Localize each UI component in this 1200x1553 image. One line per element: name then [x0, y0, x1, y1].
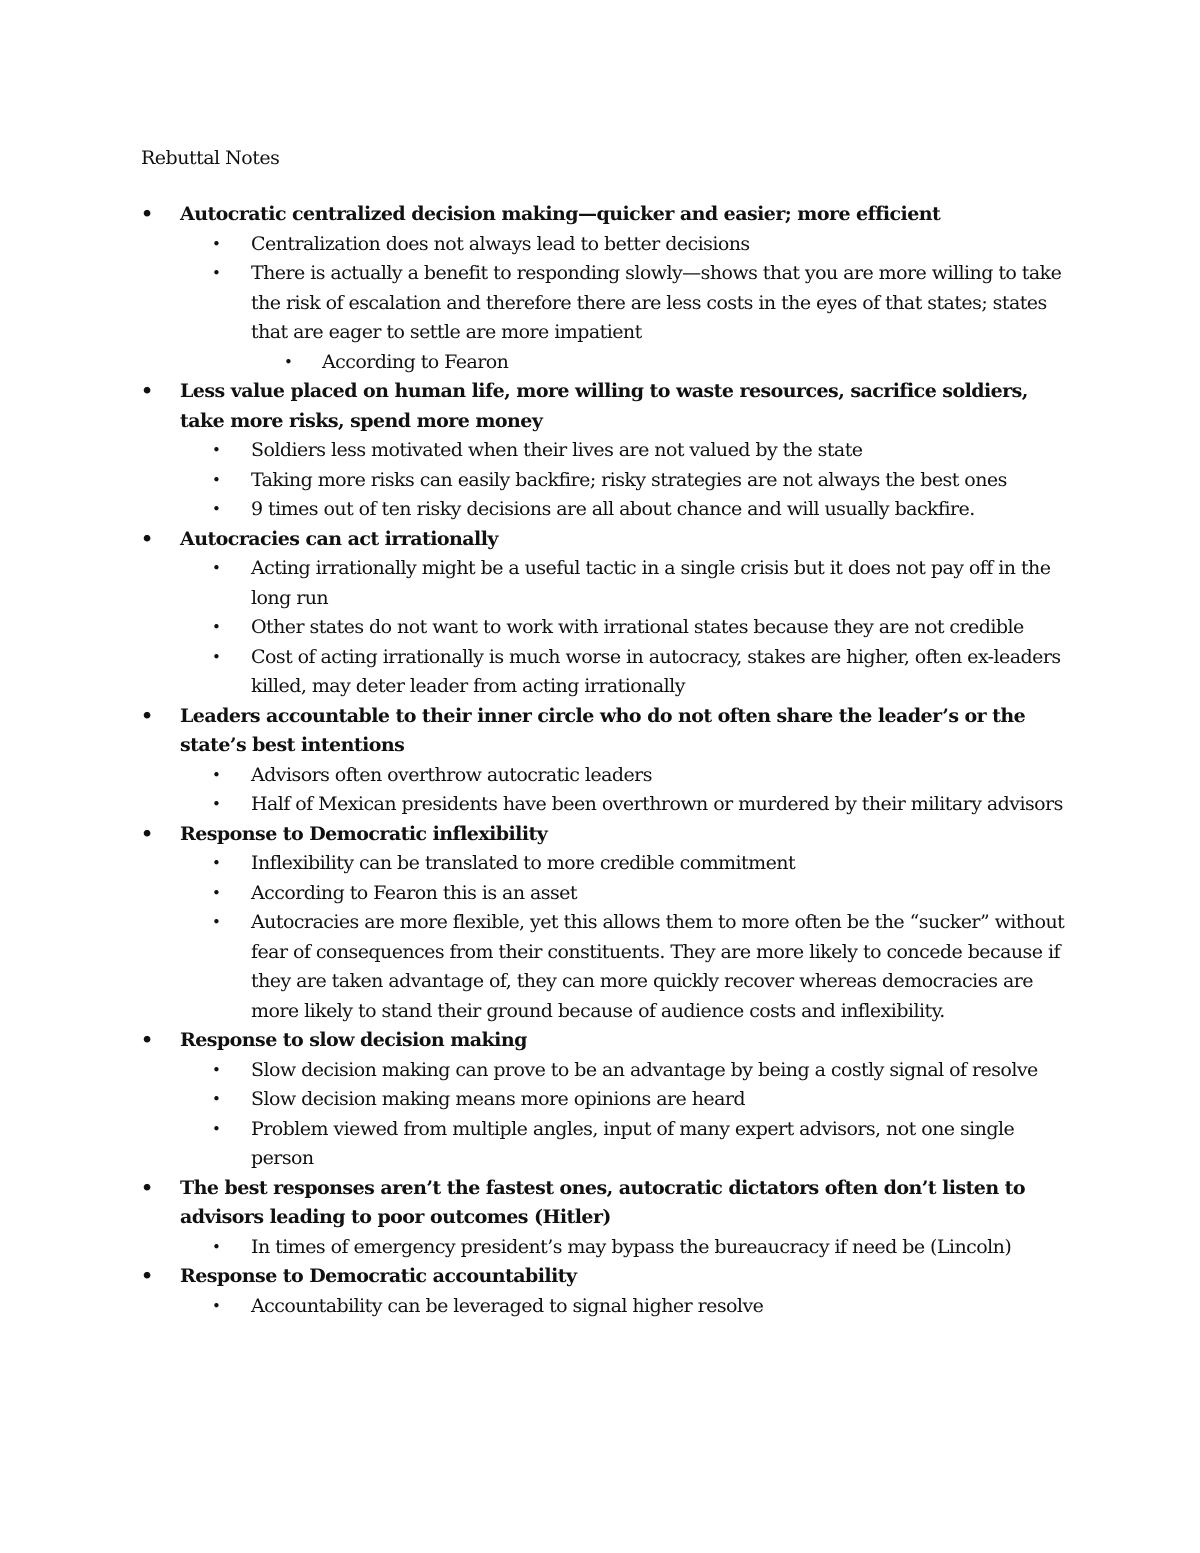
bullet-icon: •	[212, 883, 221, 902]
list-item-text: Half of Mexican presidents have been overthrown or murdered by their military advisors	[251, 793, 1063, 815]
bullet-icon: •	[141, 1265, 153, 1287]
section-points	[180, 230, 1071, 378]
rebuttal-outline	[141, 200, 1071, 1321]
section-heading: Less value placed on human life, more willing to waste resources, sacrifice soldiers, take more risks, spend more money	[180, 380, 1028, 432]
bullet-icon: •	[212, 264, 221, 282]
section-points	[180, 849, 1071, 1026]
bullet-icon: •	[212, 500, 221, 518]
list-item	[180, 643, 1071, 702]
list-item	[180, 230, 1071, 260]
list-item	[180, 1056, 1071, 1086]
list-item-text: Problem viewed from multiple angles, input of many expert advisors, not one single person	[251, 1117, 1015, 1169]
bullet-icon: •	[212, 647, 221, 666]
bullet-icon: •	[212, 1119, 221, 1138]
bullet-icon: •	[141, 527, 153, 550]
section-heading: Response to Democratic inflexibility	[180, 822, 548, 845]
bullet-icon: •	[212, 1060, 221, 1079]
bullet-icon: •	[212, 1237, 221, 1256]
section-points	[180, 1292, 1071, 1322]
list-item-text: Taking more risks can easily backfire; risky strategies are not always the best ones	[251, 468, 1007, 491]
section-points	[180, 1056, 1071, 1174]
section-best-responses	[141, 1174, 1071, 1263]
section-points	[180, 1233, 1071, 1263]
section-autocratic-centralized	[141, 200, 1071, 377]
bullet-icon: •	[212, 795, 221, 813]
bullet-icon: •	[212, 913, 221, 931]
list-item-text: There is actually a benefit to responding slowly—shows that you are more willing to take the risk of escalation and therefore there are less costs in the eyes of that states; states that are eager to settle are more impatient	[251, 262, 1062, 343]
bullet-icon: •	[212, 765, 221, 784]
section-slow-decision-making	[141, 1026, 1071, 1174]
section-points	[180, 436, 1071, 525]
bullet-icon: •	[212, 559, 221, 577]
section-human-life-value	[141, 377, 1071, 525]
list-item	[180, 790, 1071, 820]
section-irrational-action	[141, 525, 1071, 702]
list-item-text: Other states do not want to work with irrational states because they are not credible	[251, 616, 1024, 638]
list-subitem	[180, 348, 1071, 378]
list-item-text: Advisors often overthrow autocratic leaders	[251, 763, 652, 786]
section-points	[180, 761, 1071, 820]
list-item-text: 9 times out of ten risky decisions are all about chance and will usually backfire.	[251, 498, 975, 520]
list-item	[180, 466, 1071, 496]
list-item-text: Slow decision making can prove to be an advantage by being a costly signal of resolve	[251, 1058, 1038, 1081]
list-item-text: In times of emergency president’s may bypass the bureaucracy if need be (Lincoln)	[251, 1235, 1012, 1258]
bullet-icon: •	[141, 822, 153, 845]
list-item	[180, 1292, 1071, 1322]
section-democratic-accountability	[141, 1262, 1071, 1321]
list-subitem-text: According to Fearon	[322, 350, 509, 373]
list-item	[180, 554, 1071, 613]
bullet-icon: •	[212, 1090, 221, 1108]
section-points	[180, 554, 1071, 702]
section-heading: Autocratic centralized decision making—quicker and easier; more efficient	[180, 203, 941, 225]
list-item	[180, 879, 1071, 909]
list-item	[180, 908, 1071, 1026]
list-item	[180, 1115, 1071, 1174]
bullet-icon: •	[141, 380, 153, 402]
bullet-icon: •	[284, 352, 293, 371]
bullet-icon: •	[212, 618, 221, 636]
list-item	[180, 495, 1071, 525]
list-item-text: According to Fearon this is an asset	[251, 881, 577, 904]
list-item	[180, 436, 1071, 466]
bullet-icon: •	[141, 704, 153, 727]
document-title: Rebuttal Notes	[141, 147, 280, 169]
bullet-icon: •	[141, 203, 153, 225]
list-item	[180, 761, 1071, 791]
list-item	[180, 259, 1071, 348]
bullet-icon: •	[212, 441, 221, 459]
bullet-icon: •	[212, 234, 221, 253]
bullet-icon: •	[212, 854, 221, 872]
list-item-text: Soldiers less motivated when their lives are not valued by the state	[251, 439, 863, 461]
list-item-text: Centralization does not always lead to better decisions	[251, 232, 750, 255]
list-item-text: Inflexibility can be translated to more credible commitment	[251, 852, 796, 874]
section-democratic-inflexibility	[141, 820, 1071, 1027]
list-item-text: Acting irrationally might be a useful tactic in a single crisis but it does not pay off in the long run	[251, 557, 1051, 609]
list-item-text: Cost of acting irrationally is much worse in autocracy, stakes are higher, often ex-leaders killed, may deter leader from acting irrationally	[251, 645, 1061, 697]
bullet-icon: •	[212, 470, 221, 489]
section-heading: Autocracies can act irrationally	[180, 527, 498, 550]
list-item	[180, 1233, 1071, 1263]
bullet-icon: •	[141, 1029, 153, 1051]
list-item-text: Autocracies are more flexible, yet this allows them to more often be the “sucker” without fear of consequences from their constituents. They are more likely to concede because if they are taken advantage of, they can more quickly recover whereas democracies are more likely to stand their ground because of audience costs and inflexibility.	[251, 911, 1065, 1022]
bullet-icon: •	[212, 1296, 221, 1315]
list-item	[180, 849, 1071, 879]
section-heading: Leaders accountable to their inner circle who do not often share the leader’s or the state’s best intentions	[180, 704, 1026, 756]
section-heading: Response to Democratic accountability	[180, 1265, 577, 1287]
list-item	[180, 613, 1071, 643]
list-item-text: Accountability can be leveraged to signal higher resolve	[251, 1294, 764, 1317]
section-heading: The best responses aren’t the fastest ones, autocratic dictators often don’t listen to advisors leading to poor outcomes (Hitler)	[180, 1176, 1026, 1228]
section-inner-circle	[141, 702, 1071, 820]
list-item-text: Slow decision making means more opinions are heard	[251, 1088, 746, 1110]
section-heading: Response to slow decision making	[180, 1029, 527, 1051]
list-item	[180, 1085, 1071, 1115]
bullet-icon: •	[141, 1176, 153, 1199]
